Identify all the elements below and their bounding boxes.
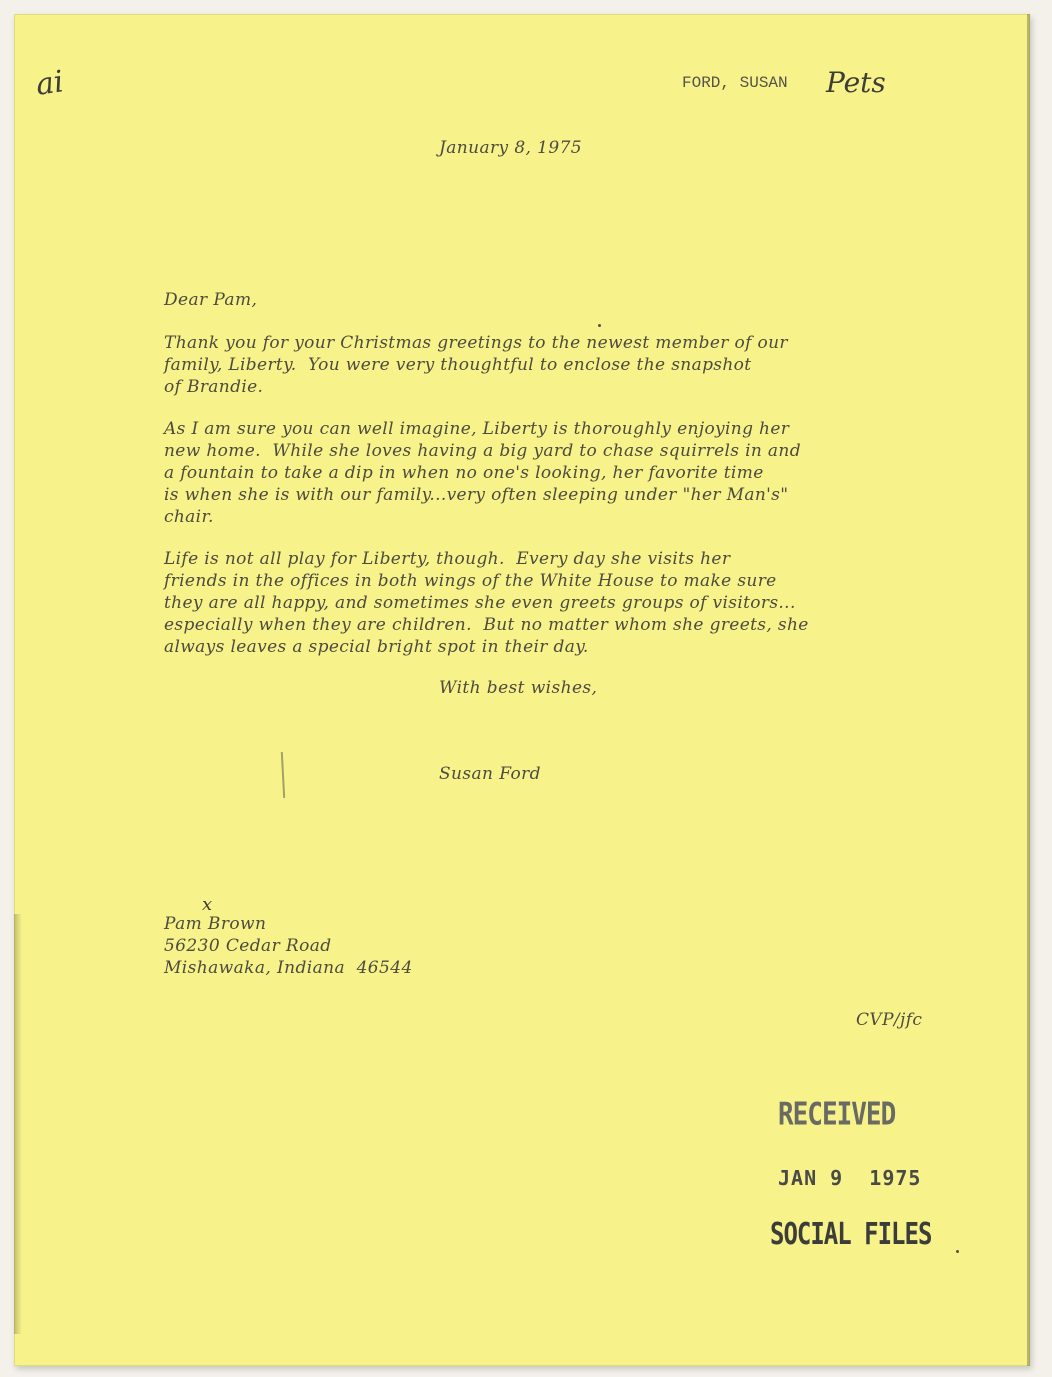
- paragraph-line: As I am sure you can well imagine, Liberty is thoroughly enjoying her: [164, 419, 790, 439]
- received-stamp-title: RECEIVED: [778, 1097, 896, 1133]
- paragraph-line: of Brandie.: [164, 377, 264, 397]
- recipient-city: Mishawaka, Indiana 46544: [164, 958, 413, 978]
- paragraph-line: Life is not all play for Liberty, though. Every day she visits her: [164, 549, 731, 569]
- letter-paragraph-3: [164, 548, 944, 658]
- signature: Susan Ford: [439, 764, 541, 784]
- letter-page: [14, 14, 1030, 1366]
- letter-date: January 8, 1975: [439, 138, 583, 158]
- paragraph-line: especially when they are children. But no matter whom she greets, she: [164, 615, 809, 635]
- recipient-street: 56230 Cedar Road: [164, 936, 332, 956]
- recipient-name: Pam Brown: [164, 914, 267, 934]
- letter-paragraph-2: [164, 418, 944, 528]
- paragraph-line: they are all happy, and sometimes she even greets groups of visitors...: [164, 593, 796, 613]
- paragraph-line: a fountain to take a dip in when no one's looking, her favorite time: [164, 463, 764, 483]
- page-edge-right: [1027, 14, 1030, 1366]
- paragraph-line: Thank you for your Christmas greetings to the newest member of our: [164, 333, 788, 353]
- paragraph-line: new home. While she loves having a big yard to chase squirrels in and: [164, 441, 801, 461]
- paragraph-line: always leaves a special bright spot in their day.: [164, 637, 589, 657]
- address-check-mark: x: [202, 894, 213, 915]
- file-label: FORD, SUSAN: [682, 74, 788, 92]
- file-handwritten-label: Pets: [826, 66, 886, 99]
- paragraph-line: family, Liberty. You were very thoughtful to enclose the snapshot: [164, 355, 752, 375]
- paragraph-line: friends in the offices in both wings of the White House to make sure: [164, 571, 777, 591]
- ink-speck: [598, 324, 601, 327]
- received-stamp-office: SOCIAL FILES: [770, 1216, 932, 1252]
- closing: With best wishes,: [439, 678, 598, 698]
- reference-initials: CVP/jfc: [856, 1010, 923, 1030]
- salutation: Dear Pam,: [164, 290, 258, 310]
- letter-paragraph-1: [164, 332, 944, 398]
- paragraph-line: chair.: [164, 507, 214, 527]
- file-mark: ai: [33, 64, 66, 103]
- page-shadow-left: [14, 914, 22, 1334]
- pencil-tick-mark: [281, 752, 285, 798]
- paragraph-line: is when she is with our family...very often sleeping under "her Man's": [164, 485, 789, 505]
- ink-speck: [956, 1250, 959, 1253]
- received-stamp-date: JAN 9 1975: [778, 1166, 922, 1190]
